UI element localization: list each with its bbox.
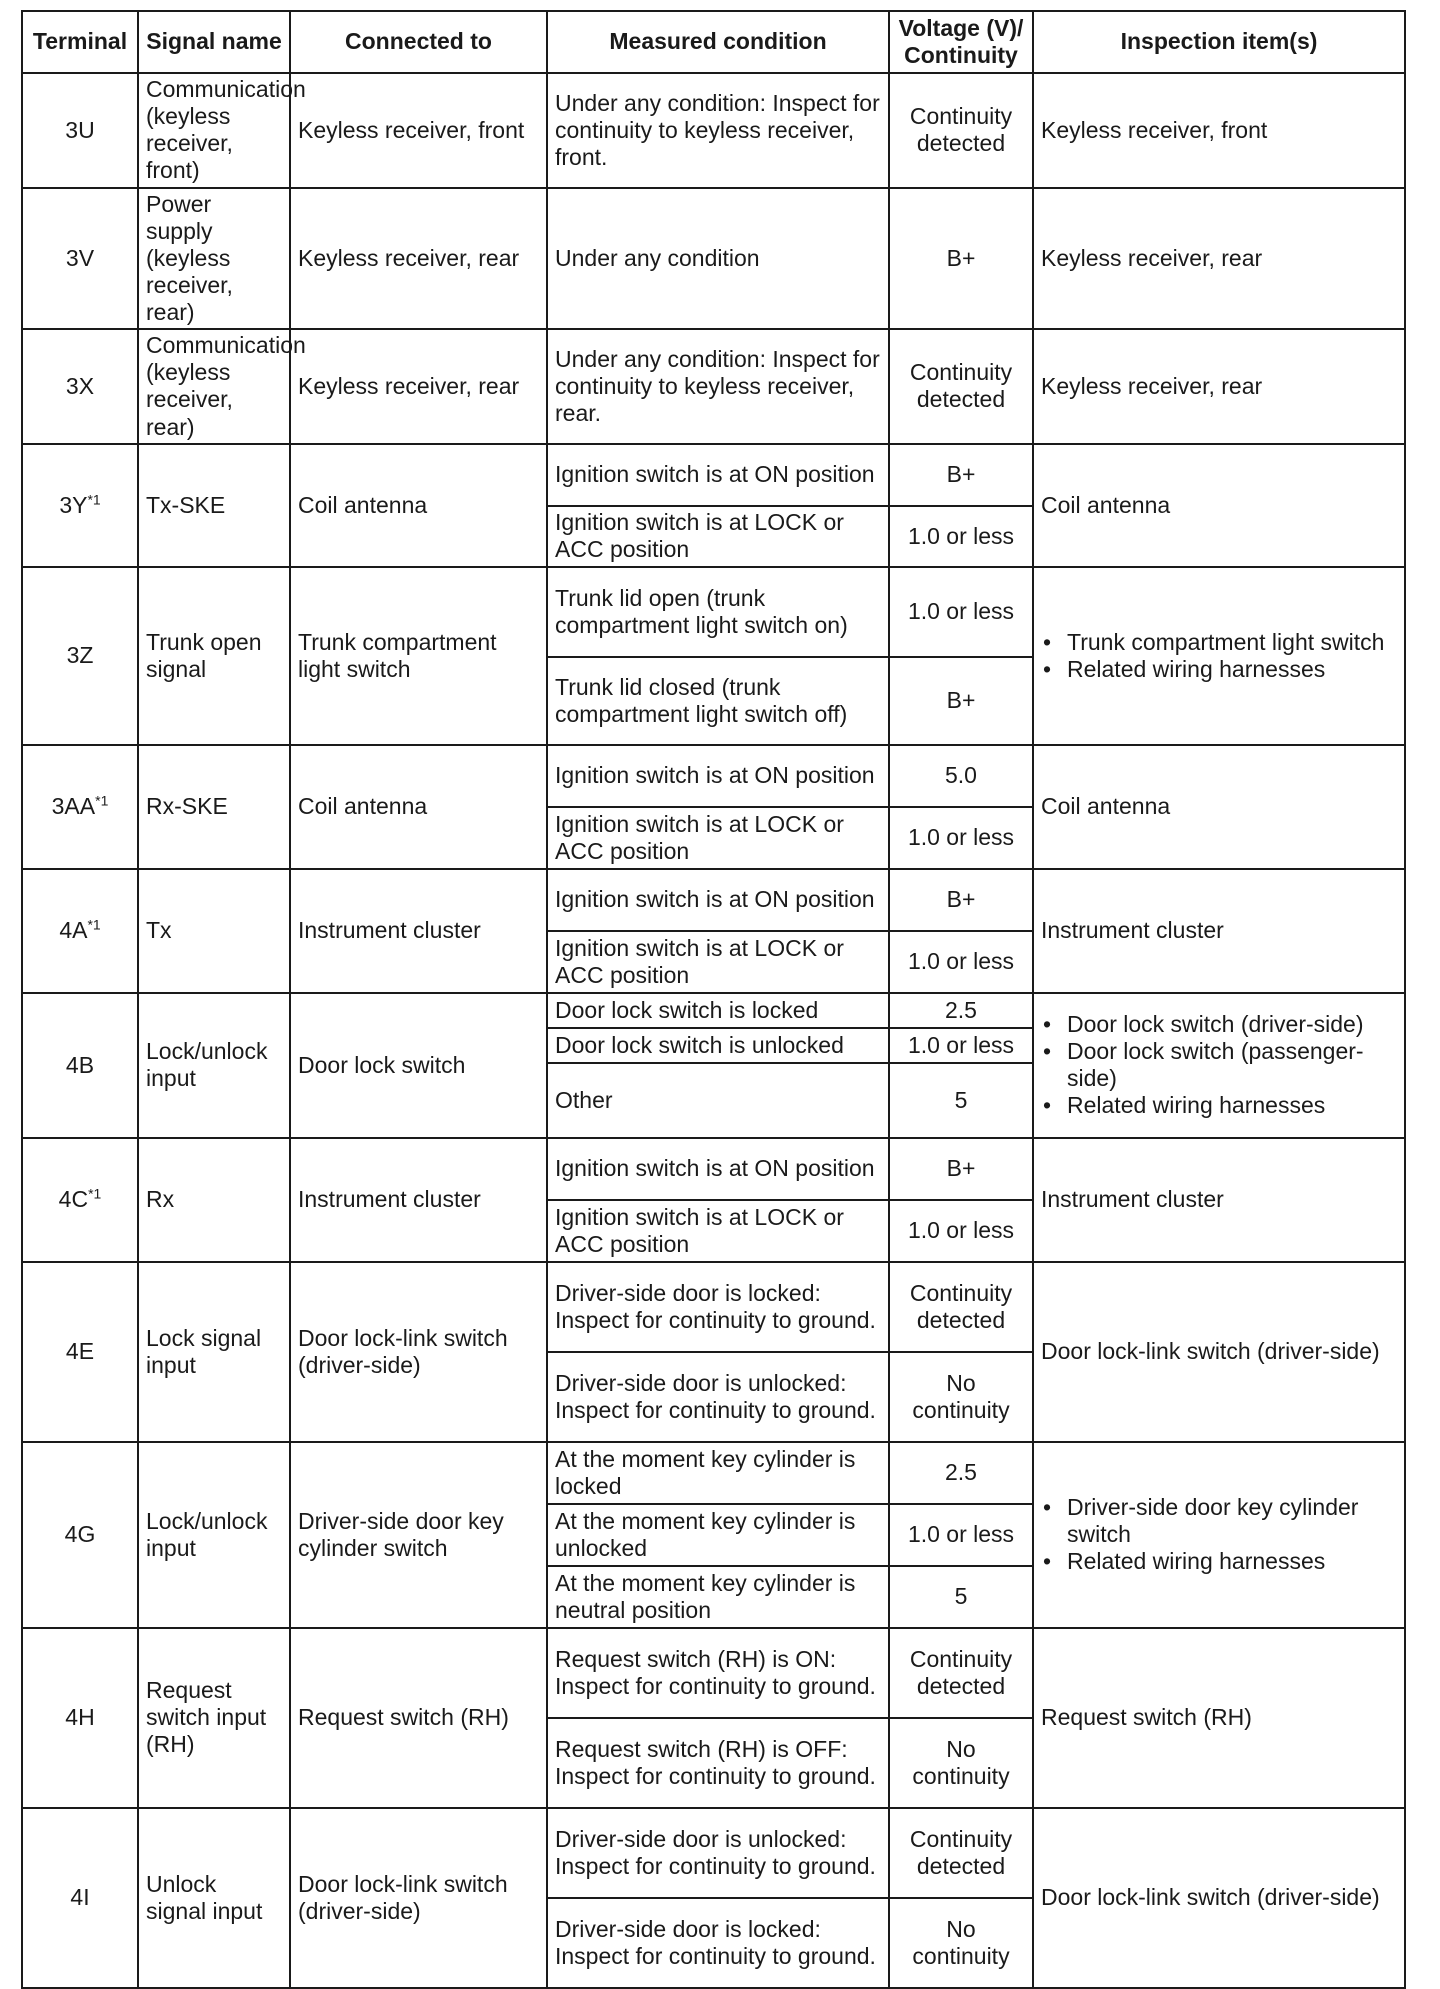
- voltage-continuity-cell: 1.0 or less: [889, 1028, 1033, 1063]
- signal-name-cell: Communication (keyless receiver, rear): [138, 329, 290, 444]
- terminal-id: 3Z: [66, 642, 94, 669]
- measured-condition-cell: Ignition switch is at LOCK or ACC position: [547, 931, 889, 993]
- measured-condition-cell: Driver-side door is unlocked: Inspect for continuity to ground.: [547, 1808, 889, 1898]
- connected-to-cell: Request switch (RH): [290, 1628, 547, 1808]
- table-row: [22, 73, 1405, 188]
- terminal-id: 4B: [65, 1051, 95, 1078]
- measured-condition-cell: Ignition switch is at ON position: [547, 444, 889, 506]
- measured-condition-cell: At the moment key cylinder is neutral position: [547, 1566, 889, 1628]
- measured-condition-cell: Request switch (RH) is OFF: Inspect for continuity to ground.: [547, 1718, 889, 1808]
- measured-condition-cell: Under any condition: Inspect for continuity to keyless receiver, front.: [547, 73, 889, 188]
- measured-condition-cell: At the moment key cylinder is unlocked: [547, 1504, 889, 1566]
- signal-name-cell: Communication (keyless receiver, front): [138, 73, 290, 188]
- table-row: [22, 444, 1405, 506]
- footnote-marker: *1: [87, 916, 101, 933]
- inspection-items-cell: Keyless receiver, front: [1033, 73, 1405, 188]
- connected-to-cell: Driver-side door key cylinder switch: [290, 1442, 547, 1628]
- connected-to-cell: Coil antenna: [290, 745, 547, 869]
- inspection-list: [1041, 629, 1397, 683]
- voltage-continuity-cell: No continuity: [889, 1352, 1033, 1442]
- voltage-continuity-cell: 5: [889, 1566, 1033, 1628]
- terminal-cell: [22, 188, 138, 330]
- voltage-continuity-cell: B+: [889, 1138, 1033, 1200]
- inspection-items-cell: Coil antenna: [1033, 444, 1405, 567]
- voltage-continuity-cell: No continuity: [889, 1718, 1033, 1808]
- inspection-list: [1041, 1011, 1397, 1120]
- voltage-continuity-cell: Continuity detected: [889, 1808, 1033, 1898]
- footnote-marker: *1: [88, 1185, 102, 1202]
- header-terminal: Terminal: [22, 11, 138, 73]
- connected-to-cell: Keyless receiver, rear: [290, 188, 547, 330]
- terminal-id: 3Y: [59, 491, 88, 518]
- table-row: [22, 1262, 1405, 1352]
- inspection-list-item: • Door lock switch (driver-side): [1067, 1011, 1397, 1038]
- signal-name-cell: Request switch input (RH): [138, 1628, 290, 1808]
- measured-condition-cell: Ignition switch is at ON position: [547, 1138, 889, 1200]
- signal-name-cell: Lock/unlock input: [138, 993, 290, 1138]
- measured-condition-cell: Driver-side door is locked: Inspect for continuity to ground.: [547, 1898, 889, 1988]
- voltage-continuity-cell: B+: [889, 444, 1033, 506]
- voltage-continuity-cell: 1.0 or less: [889, 1504, 1033, 1566]
- terminal-id: 4G: [64, 1521, 96, 1548]
- terminal-inspection-table: [21, 10, 1406, 1989]
- signal-name-cell: Rx: [138, 1138, 290, 1262]
- voltage-continuity-cell: B+: [889, 657, 1033, 745]
- inspection-items-cell: [1033, 993, 1405, 1138]
- measured-condition-cell: Other: [547, 1063, 889, 1138]
- voltage-continuity-cell: 2.5: [889, 1442, 1033, 1504]
- terminal-cell: [22, 1808, 138, 1988]
- connected-to-cell: Keyless receiver, rear: [290, 329, 547, 444]
- voltage-continuity-cell: Continuity detected: [889, 1628, 1033, 1718]
- terminal-id: 4C: [58, 1186, 89, 1213]
- inspection-items-cell: Request switch (RH): [1033, 1628, 1405, 1808]
- terminal-id: 3V: [65, 244, 95, 271]
- terminal-id: 4H: [65, 1704, 95, 1731]
- table-row: [22, 188, 1405, 330]
- measured-condition-cell: Ignition switch is at ON position: [547, 745, 889, 807]
- signal-name-cell: Power supply (keyless receiver, rear): [138, 188, 290, 330]
- inspection-list-item: • Driver-side door key cylinder switch: [1067, 1494, 1397, 1548]
- voltage-continuity-cell: Continuity detected: [889, 329, 1033, 444]
- table-row: [22, 567, 1405, 657]
- measured-condition-cell: Trunk lid closed (trunk compartment light switch off): [547, 657, 889, 745]
- inspection-items-cell: Instrument cluster: [1033, 869, 1405, 993]
- voltage-continuity-cell: 5: [889, 1063, 1033, 1138]
- inspection-items-cell: Keyless receiver, rear: [1033, 188, 1405, 330]
- terminal-cell: [22, 1628, 138, 1808]
- inspection-items-cell: Door lock-link switch (driver-side): [1033, 1808, 1405, 1988]
- header-voltage-continuity: Voltage (V)/ Continuity: [889, 11, 1033, 73]
- voltage-continuity-cell: 1.0 or less: [889, 567, 1033, 657]
- terminal-cell: [22, 567, 138, 745]
- voltage-continuity-cell: Continuity detected: [889, 1262, 1033, 1352]
- table-row: [22, 869, 1405, 931]
- inspection-list-item: • Door lock switch (passenger-side): [1067, 1038, 1397, 1092]
- measured-condition-cell: Under any condition: [547, 188, 889, 330]
- connected-to-cell: Trunk compartment light switch: [290, 567, 547, 745]
- inspection-items-cell: Door lock-link switch (driver-side): [1033, 1262, 1405, 1442]
- footnote-marker: *1: [87, 490, 101, 507]
- inspection-items-cell: [1033, 567, 1405, 745]
- measured-condition-cell: Trunk lid open (trunk compartment light switch on): [547, 567, 889, 657]
- measured-condition-cell: Driver-side door is locked: Inspect for continuity to ground.: [547, 1262, 889, 1352]
- voltage-continuity-cell: 2.5: [889, 993, 1033, 1028]
- voltage-continuity-cell: 1.0 or less: [889, 1200, 1033, 1262]
- inspection-items-cell: Instrument cluster: [1033, 1138, 1405, 1262]
- voltage-continuity-cell: 1.0 or less: [889, 931, 1033, 993]
- terminal-cell: [22, 1442, 138, 1628]
- signal-name-cell: Tx-SKE: [138, 444, 290, 567]
- connected-to-cell: Door lock switch: [290, 993, 547, 1138]
- voltage-continuity-cell: Continuity detected: [889, 73, 1033, 188]
- measured-condition-cell: Ignition switch is at LOCK or ACC position: [547, 807, 889, 869]
- terminal-id: 4A: [59, 917, 88, 944]
- table-row: [22, 1808, 1405, 1898]
- connected-to-cell: Door lock-link switch (driver-side): [290, 1262, 547, 1442]
- table-row: [22, 993, 1405, 1028]
- document-page: [21, 10, 1404, 1969]
- measured-condition-cell: At the moment key cylinder is locked: [547, 1442, 889, 1504]
- measured-condition-cell: Under any condition: Inspect for continuity to keyless receiver, rear.: [547, 329, 889, 444]
- voltage-continuity-cell: 1.0 or less: [889, 506, 1033, 567]
- table-row: [22, 1442, 1405, 1504]
- inspection-list-item: • Related wiring harnesses: [1067, 1548, 1397, 1575]
- inspection-list-item: • Related wiring harnesses: [1067, 656, 1397, 683]
- measured-condition-cell: Door lock switch is unlocked: [547, 1028, 889, 1063]
- inspection-items-cell: [1033, 1442, 1405, 1628]
- measured-condition-cell: Ignition switch is at LOCK or ACC position: [547, 1200, 889, 1262]
- measured-condition-cell: Ignition switch is at ON position: [547, 869, 889, 931]
- table-row: [22, 1628, 1405, 1718]
- voltage-continuity-cell: 5.0: [889, 745, 1033, 807]
- table-row: [22, 1138, 1405, 1200]
- terminal-cell: [22, 869, 138, 993]
- header-signal-name: Signal name: [138, 11, 290, 73]
- footnote-marker: *1: [95, 792, 109, 809]
- voltage-continuity-cell: B+: [889, 869, 1033, 931]
- terminal-id: 3AA: [51, 793, 96, 820]
- terminal-cell: [22, 1138, 138, 1262]
- terminal-cell: [22, 993, 138, 1138]
- terminal-id: 4I: [70, 1884, 90, 1911]
- inspection-list: [1041, 1494, 1397, 1575]
- header-row: [22, 11, 1405, 73]
- connected-to-cell: Instrument cluster: [290, 869, 547, 993]
- terminal-cell: [22, 745, 138, 869]
- connected-to-cell: Keyless receiver, front: [290, 73, 547, 188]
- connected-to-cell: Coil antenna: [290, 444, 547, 567]
- signal-name-cell: Tx: [138, 869, 290, 993]
- terminal-cell: [22, 329, 138, 444]
- header-connected-to: Connected to: [290, 11, 547, 73]
- terminal-id: 3X: [65, 372, 95, 399]
- inspection-items-cell: Keyless receiver, rear: [1033, 329, 1405, 444]
- connected-to-cell: Instrument cluster: [290, 1138, 547, 1262]
- connected-to-cell: Door lock-link switch (driver-side): [290, 1808, 547, 1988]
- header-measured-condition: Measured condition: [547, 11, 889, 73]
- terminal-id: 3U: [65, 116, 95, 143]
- header-inspection-items: Inspection item(s): [1033, 11, 1405, 73]
- inspection-items-cell: Coil antenna: [1033, 745, 1405, 869]
- table-row: [22, 329, 1405, 444]
- table-body: [22, 73, 1405, 1988]
- signal-name-cell: Lock/unlock input: [138, 1442, 290, 1628]
- inspection-list-item: • Related wiring harnesses: [1067, 1092, 1397, 1119]
- terminal-id: 4E: [65, 1338, 95, 1365]
- table-row: [22, 745, 1405, 807]
- measured-condition-cell: Request switch (RH) is ON: Inspect for continuity to ground.: [547, 1628, 889, 1718]
- terminal-cell: [22, 444, 138, 567]
- voltage-continuity-cell: B+: [889, 188, 1033, 330]
- terminal-cell: [22, 1262, 138, 1442]
- measured-condition-cell: Door lock switch is locked: [547, 993, 889, 1028]
- terminal-cell: [22, 73, 138, 188]
- signal-name-cell: Lock signal input: [138, 1262, 290, 1442]
- measured-condition-cell: Driver-side door is unlocked: Inspect for continuity to ground.: [547, 1352, 889, 1442]
- measured-condition-cell: Ignition switch is at LOCK or ACC position: [547, 506, 889, 567]
- voltage-continuity-cell: No continuity: [889, 1898, 1033, 1988]
- voltage-continuity-cell: 1.0 or less: [889, 807, 1033, 869]
- signal-name-cell: Unlock signal input: [138, 1808, 290, 1988]
- signal-name-cell: Rx-SKE: [138, 745, 290, 869]
- inspection-list-item: • Trunk compartment light switch: [1067, 629, 1397, 656]
- signal-name-cell: Trunk open signal: [138, 567, 290, 745]
